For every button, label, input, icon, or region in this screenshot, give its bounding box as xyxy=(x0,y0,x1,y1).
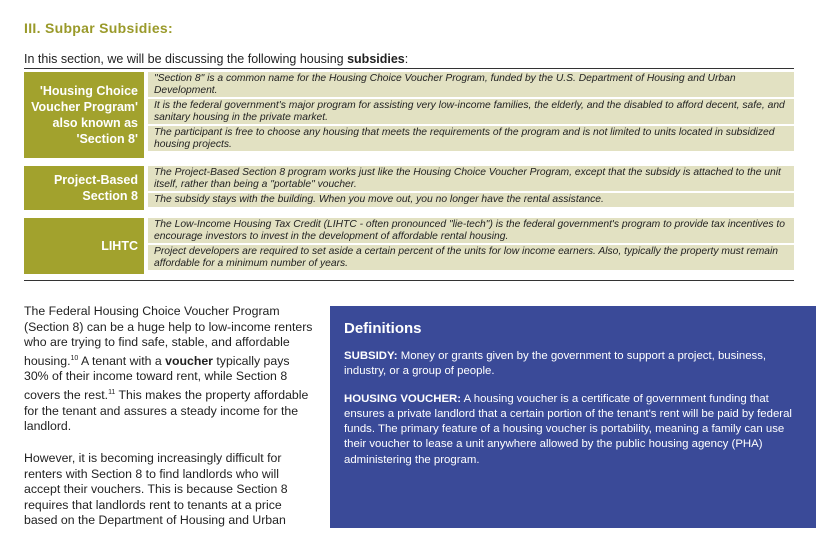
divider-top xyxy=(24,68,794,69)
definition-subsidy xyxy=(344,349,802,380)
subsidy-description xyxy=(148,166,794,210)
subsidy-row-project-based xyxy=(24,166,794,210)
text: This makes the property affordable for the tenant and assures a steady income for the landlord. xyxy=(24,388,309,434)
bold-term: voucher xyxy=(165,353,213,368)
definition-term: SUBSIDY: xyxy=(344,350,398,362)
label-line: 'Section 8' xyxy=(76,132,138,146)
description-line: The Low-Income Housing Tax Credit (LIHTC - often pronounced "lie-tech") is the federal government's program to provide tax incentives to encourage investors to invest in the development of affordable rental housing. xyxy=(148,218,794,243)
label-line: LIHTC xyxy=(101,239,138,253)
text: typically pays 30% of their income toward rent, while Section 8 covers the rest. xyxy=(24,353,290,403)
label-line: Voucher Program' xyxy=(31,100,138,114)
definitions-title: Definitions xyxy=(344,320,422,337)
intro-text xyxy=(24,52,408,66)
description-line: Project developers are required to set aside a certain percent of the units for low income earners. Also, typically the property must remain affordable for a minimum number of years. xyxy=(148,245,794,270)
intro-before: In this section, we will be discussing the following housing xyxy=(24,52,348,66)
subsidy-row-lihtc xyxy=(24,218,794,274)
footnote-ref: 11 xyxy=(108,389,116,397)
footnote-ref: 10 xyxy=(70,354,79,362)
intro-after: : xyxy=(404,52,409,66)
definition-text: A housing voucher is a certificate of government funding that ensures a private landlord that a certain portion of the tenant's rent will be paid by federal funds. The primary feature of a housing voucher is portability, meaning a family can use their voucher to lease a unit anywhere allowed by the public housing agency (PHA) administering the program. xyxy=(344,392,792,466)
subsidy-row-section8 xyxy=(24,72,794,158)
label-line: 'Housing Choice xyxy=(39,84,138,98)
subsidy-label xyxy=(24,166,144,210)
label-line: Project-Based xyxy=(53,173,138,187)
definitions-box xyxy=(330,306,816,528)
definition-housing-voucher xyxy=(344,392,802,468)
label-line: Section 8 xyxy=(82,189,138,203)
label-line: also known as xyxy=(52,116,138,130)
body-paragraph-2: However, it is becoming increasingly difficult for renters with Section 8 to find landlords who will accept their vouchers. This is because Section 8 requires that landlords rent to tenants at a price based on the Department of Housing and Urban xyxy=(24,450,288,528)
definition-text: Money or grants given by the government to support a project, business, industry, or a group of people. xyxy=(344,350,767,378)
section-title: III. Subpar Subsidies: xyxy=(24,20,173,36)
description-line: The Project-Based Section 8 program works just like the Housing Choice Voucher Program, except that the subsidy is attached to the unit itself, rather than being a "portable" voucher. xyxy=(148,166,794,191)
body-text xyxy=(24,304,316,545)
definition-term: HOUSING VOUCHER: xyxy=(344,392,462,405)
description-line: The subsidy stays with the building. When you move out, you no longer have the rental assistance. xyxy=(148,193,794,207)
text: The Federal Housing Choice Voucher Program (Section 8) can be a huge help to low-income renters who are trying to find safe, stable, and affordable housing. xyxy=(24,304,313,368)
subsidy-label xyxy=(24,218,144,274)
subsidy-description xyxy=(148,72,794,158)
description-line: It is the federal government's major program for assisting very low-income families, the elderly, and the disabled to afford decent, safe, and sanitary housing in the private market. xyxy=(148,99,794,124)
description-line: The participant is free to choose any housing that meets the requirements of the program and is not limited to units located in subsidized housing projects. xyxy=(148,126,794,151)
divider-bottom xyxy=(24,280,794,281)
subsidy-label xyxy=(24,72,144,158)
text: A tenant with a xyxy=(78,353,166,368)
body-paragraph-1 xyxy=(24,304,316,435)
intro-bold: subsidies xyxy=(347,52,405,66)
description-line: "Section 8" is a common name for the Housing Choice Voucher Program, funded by the U.S. Department of Housing and Urban Development. xyxy=(148,72,794,97)
subsidy-description xyxy=(148,218,794,274)
